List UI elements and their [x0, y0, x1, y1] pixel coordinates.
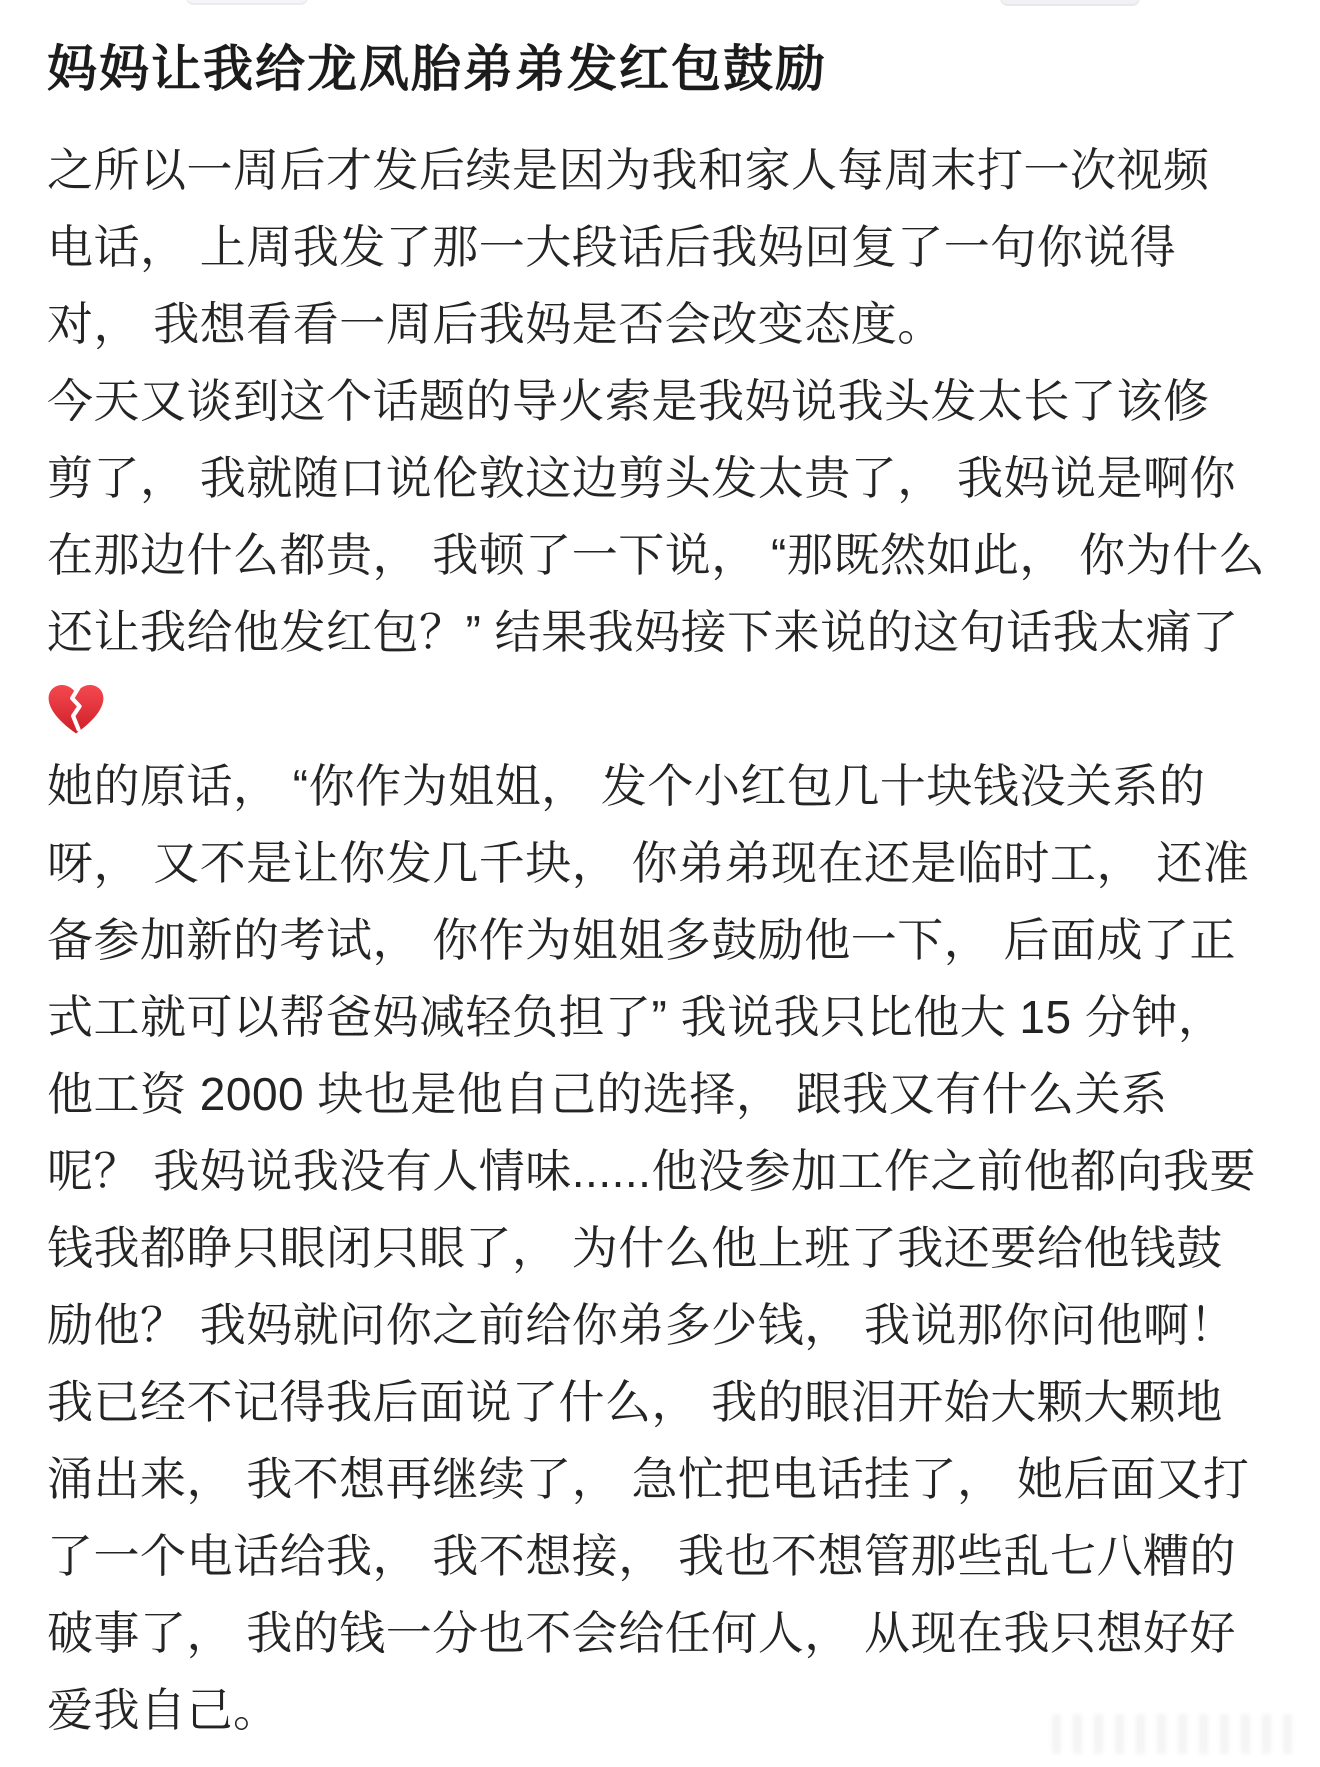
watermark — [1052, 1714, 1304, 1754]
text-line: 他工资 2000 块也是他自己的选择， 跟我又有什么关系 — [47, 1068, 1168, 1120]
text-line: 在那边什么都贵， 我顿了一下说， “那既然如此， 你为什么 — [47, 529, 1266, 581]
text-line: 之所以一周后才发后续是因为我和家人每周末打一次视频 — [47, 144, 1210, 196]
broken-heart-icon — [47, 683, 105, 737]
cropped-ui-remnant-left — [186, 0, 308, 5]
text-line: 励他？ 我妈就问你之前给你弟多少钱， 我说那你问他啊！ — [47, 1299, 1237, 1351]
text-line: 对， 我想看看一周后我妈是否会改变态度。 — [47, 298, 944, 350]
cropped-ui-remnant-right — [1000, 0, 1140, 6]
text-line: 式工就可以帮爸妈减轻负担了” 我说我只比他大 15 分钟， — [47, 991, 1225, 1043]
text-line: 电话， 上周我发了那一大段话后我妈回复了一句你说得 — [47, 221, 1177, 273]
text-line: 备参加新的考试， 你作为姐姐多鼓励他一下， 后面成了正 — [47, 914, 1237, 966]
text-line: 我已经不记得我后面说了什么， 我的眼泪开始大颗大颗地 — [47, 1376, 1223, 1428]
text-line: 她的原话， “你作为姐姐， 发个小红包几十块钱没关系的 — [47, 760, 1206, 812]
text-line: 了一个电话给我， 我不想接， 我也不想管那些乱七八糟的 — [47, 1530, 1237, 1582]
broken-heart-emoji — [47, 671, 1287, 748]
text-line: 爱我自己。 — [47, 1684, 280, 1736]
text-line: 呢？ 我妈说我没有人情味......他没参加工作之前他都向我要 — [47, 1145, 1256, 1197]
text-line: 涌出来， 我不想再继续了， 急忙把电话挂了， 她后面又打 — [47, 1453, 1250, 1505]
text-line: 呀， 又不是让你发几千块， 你弟弟现在还是临时工， 还准 — [47, 837, 1250, 889]
text-line: 钱我都睁只眼闭只眼了， 为什么他上班了我还要给他钱鼓 — [47, 1222, 1223, 1274]
post-title: 妈妈让我给龙凤胎弟弟发红包鼓励 — [47, 41, 827, 97]
post-content — [47, 40, 1287, 1749]
text-line: 破事了， 我的钱一分也不会给任何人， 从现在我只想好好 — [47, 1607, 1237, 1659]
text-line: 还让我给他发红包？” 结果我妈接下来说的这句话我太痛了 — [47, 606, 1239, 658]
text-line: 剪了， 我就随口说伦敦这边剪头发太贵了， 我妈说是啊你 — [47, 452, 1237, 504]
post-body — [47, 132, 1287, 1749]
text-line: 今天又谈到这个话题的导火索是我妈说我头发太长了该修 — [47, 375, 1210, 427]
